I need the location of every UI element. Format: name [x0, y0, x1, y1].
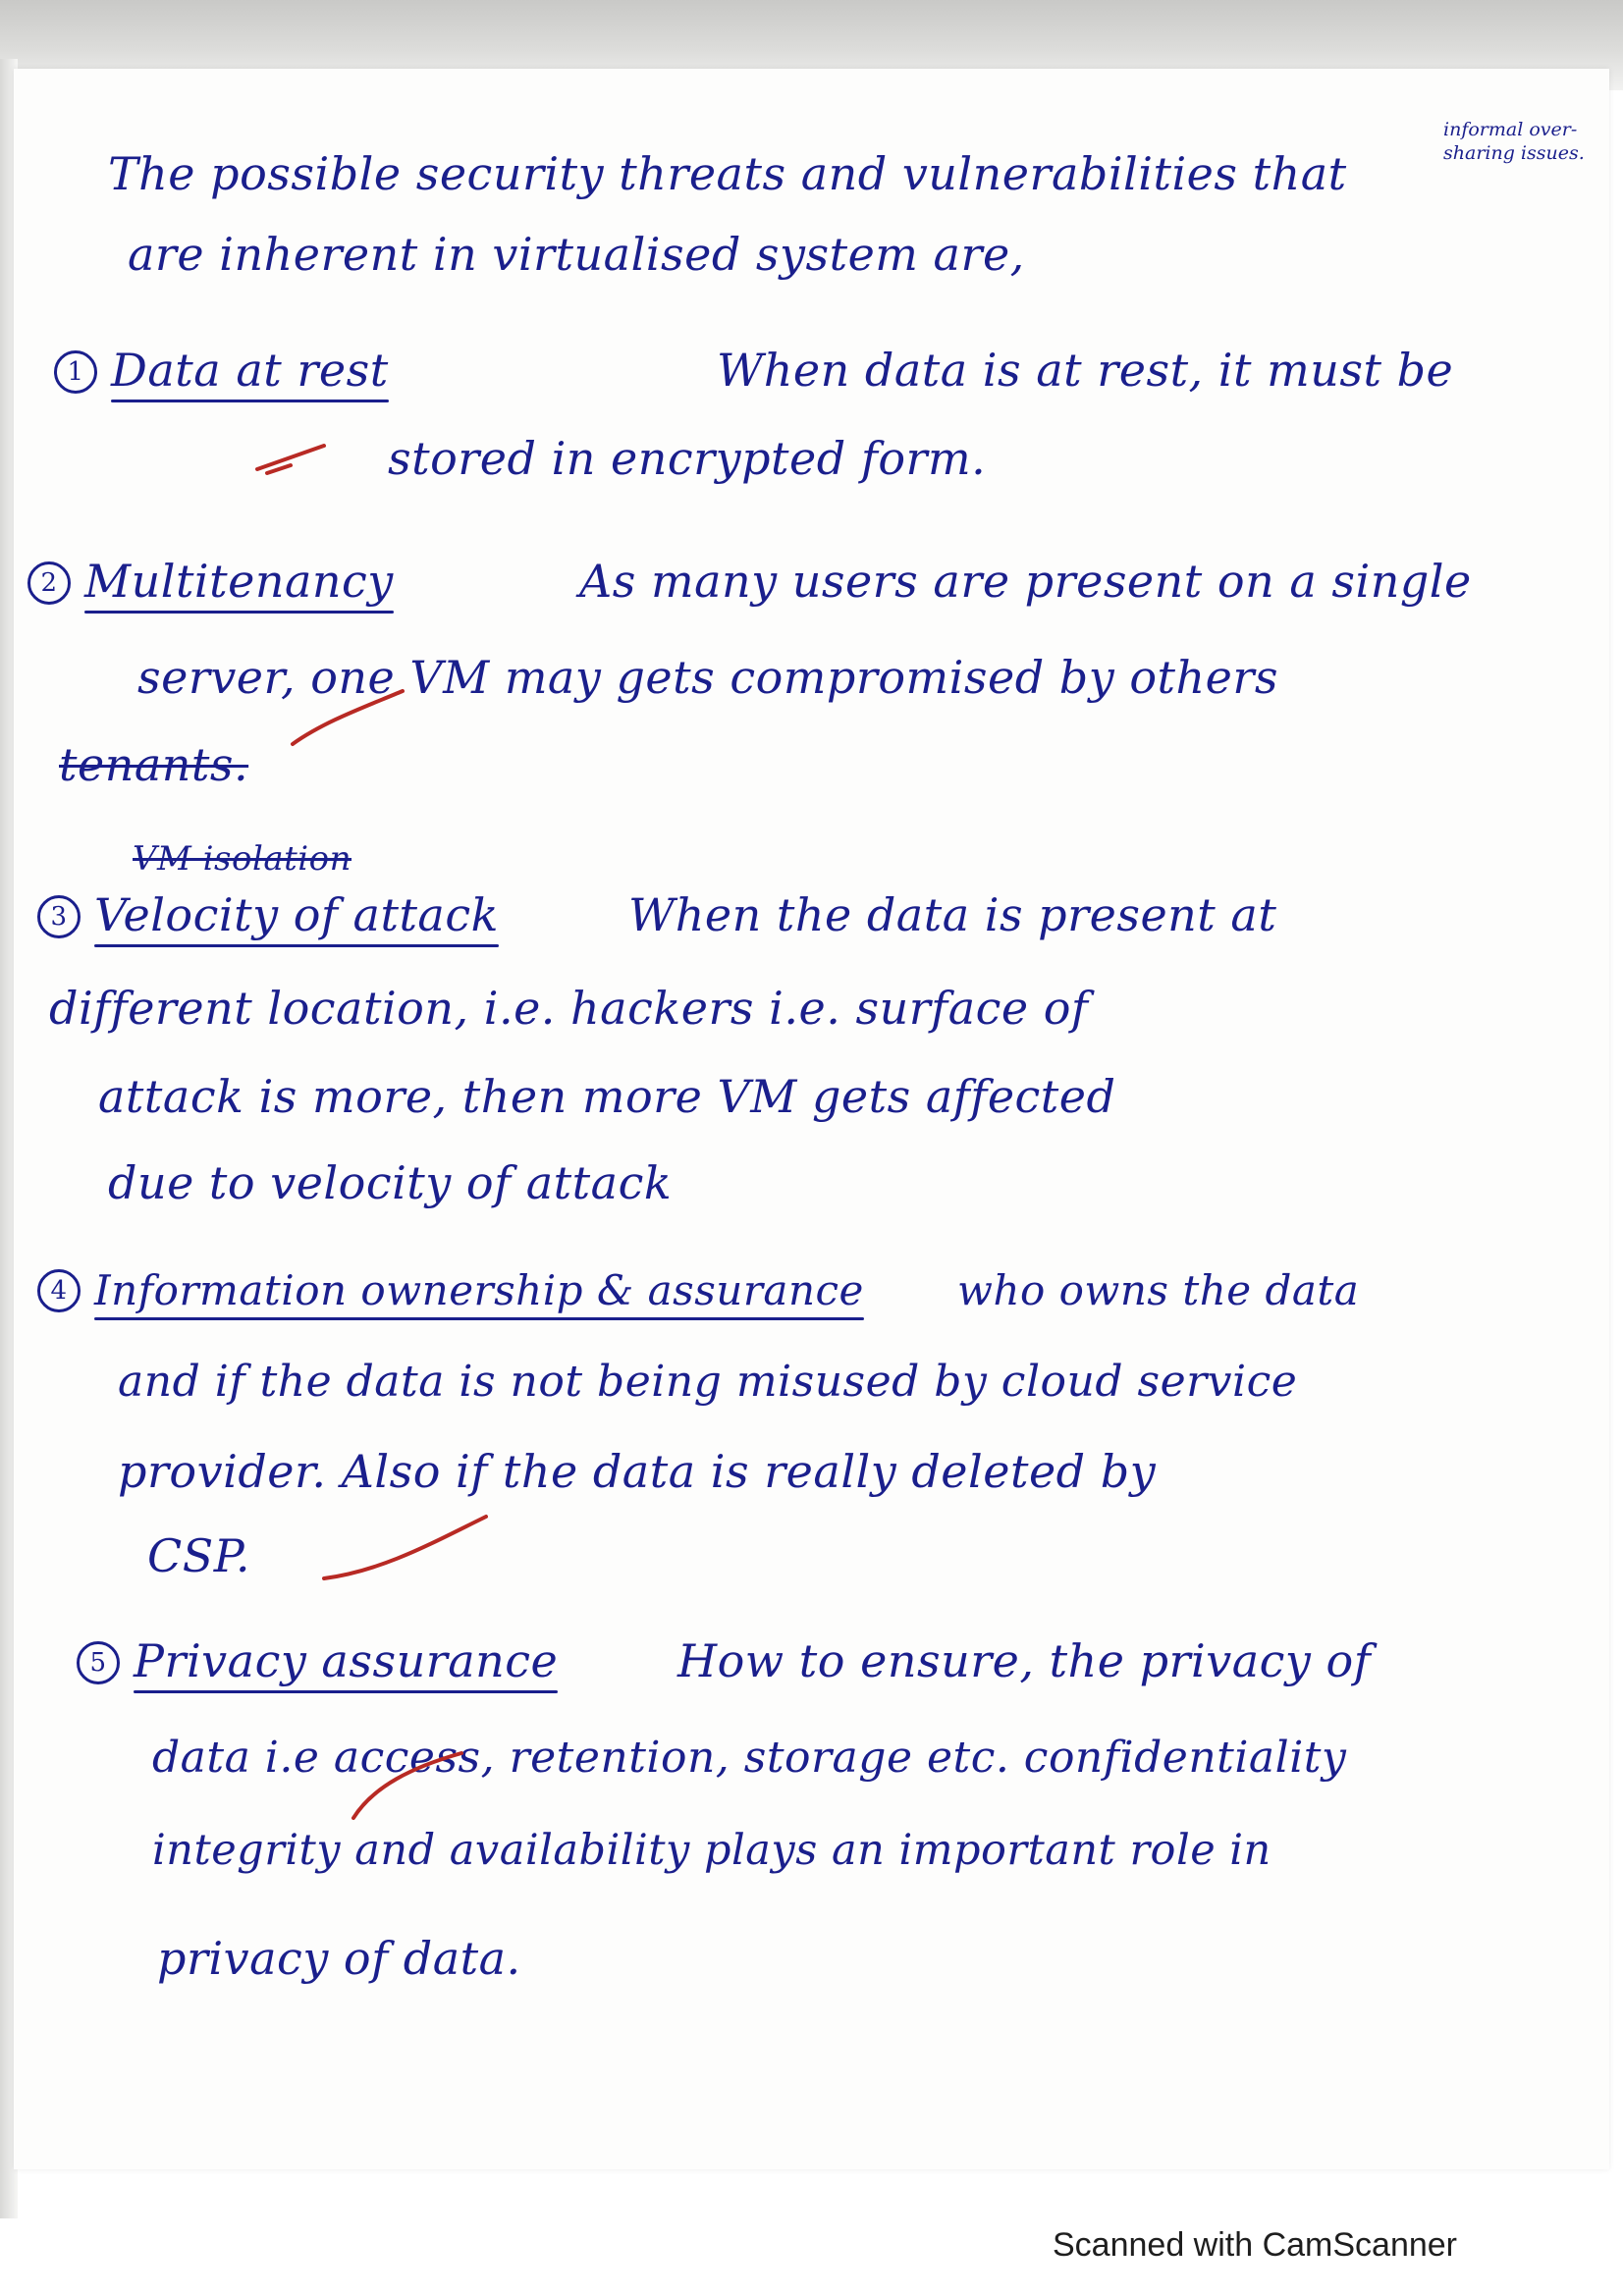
item-1-line-1: When data is at rest, it must be: [717, 344, 1454, 397]
item-3-line-4: due to velocity of attack: [108, 1156, 673, 1209]
item-4-line-1: who owns the data: [957, 1266, 1360, 1314]
item-3-line-2: different location, i.e. hackers i.e. surface of: [49, 982, 1089, 1035]
item-2-line-3: tenants.: [59, 738, 249, 791]
item-2-title: Multitenancy: [84, 555, 394, 608]
intro-line-1: The possible security threats and vulnerabilities that: [108, 147, 1347, 200]
item-4-heading: [37, 1266, 864, 1314]
item-5-line-4: privacy of data.: [157, 1932, 521, 1985]
item-4-line-2: and if the data is not being misused by cloud service: [118, 1357, 1298, 1407]
item-4-line-4: CSP.: [147, 1529, 250, 1582]
item-4-number: 4: [37, 1269, 81, 1312]
side-note: informal over-sharing issues.: [1443, 119, 1585, 164]
item-2-number: 2: [27, 561, 71, 605]
item-5-line-1: How to ensure, the privacy of: [677, 1634, 1372, 1687]
item-3-line-3: attack is more, then more VM gets affected: [98, 1070, 1116, 1123]
item-3-heading: [37, 888, 499, 941]
item-1-line-2: stored in encrypted form.: [388, 432, 987, 485]
camscanner-watermark: Scanned with CamScanner: [1053, 2226, 1458, 2264]
item-5-line-3: integrity and availability plays an important role in: [152, 1826, 1271, 1875]
item-3-line-1: When the data is present at: [628, 888, 1277, 941]
item-5-heading: [77, 1634, 558, 1687]
item-5-number: 5: [77, 1641, 120, 1684]
item-2-line-1: As many users are present on a single: [579, 555, 1472, 608]
item-4-line-3: provider. Also if the data is really deleted by: [118, 1445, 1157, 1498]
intro-line-2: are inherent in virtualised system are,: [128, 228, 1025, 281]
item-2-line-2: server, one VM may gets compromised by others: [137, 651, 1278, 704]
item-1-number: 1: [54, 350, 97, 394]
item-5-title: Privacy assurance: [134, 1634, 559, 1687]
item-3-number: 3: [37, 895, 81, 938]
item-1-title: Data at rest: [111, 344, 389, 397]
item-3-above-note: VM isolation: [133, 839, 352, 879]
item-5-line-2: data i.e access, retention, storage etc. confidentiality: [152, 1733, 1347, 1783]
item-2-heading: [27, 555, 394, 608]
item-4-title: Information ownership & assurance: [94, 1266, 864, 1314]
item-1-heading: [54, 344, 389, 397]
item-3-title: Velocity of attack: [94, 888, 499, 941]
